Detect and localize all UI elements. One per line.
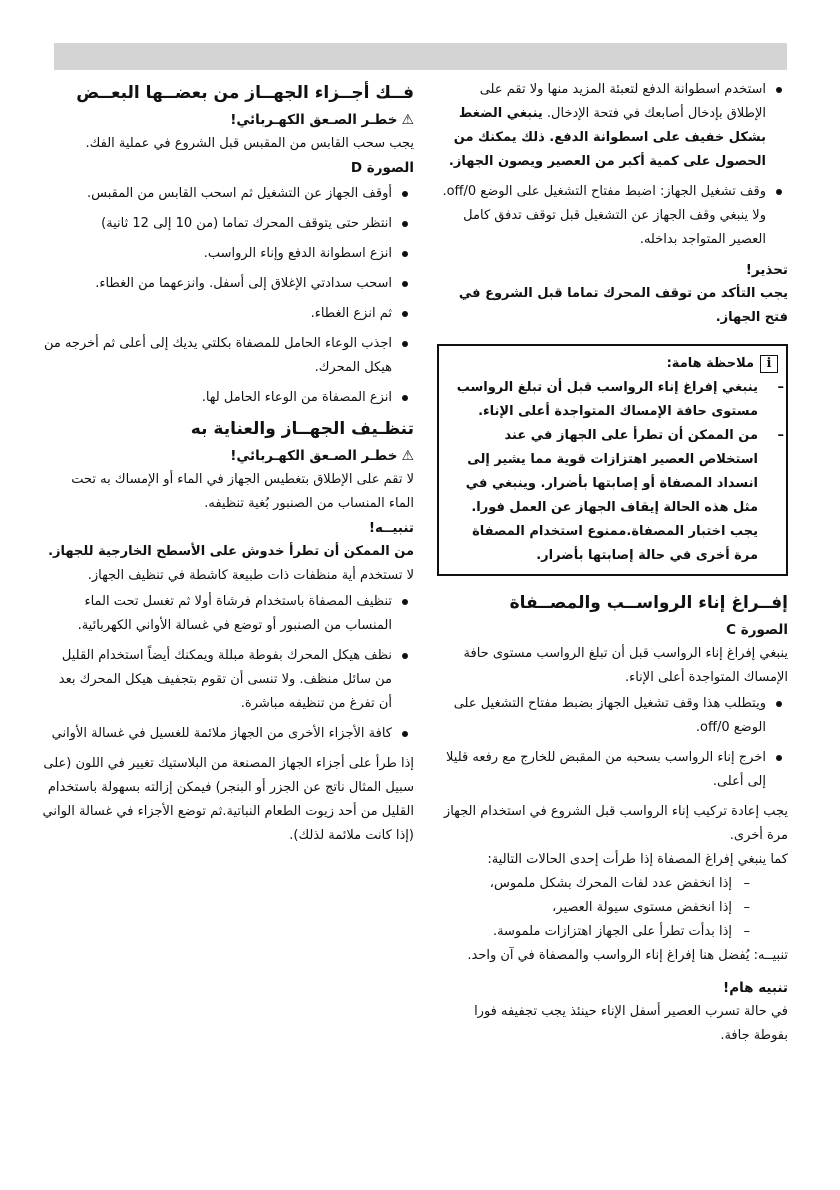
discoloration-text: إذا طرأ على أجزاء الجهاز المصنعة من البلاستيك تغيير في اللون (على سبيل المثال ناتج عن الجزر أو البنجر) فيمكن إزالته بسهولة باستخدام القليل من أحد زيوت الطعام النباتية.ثم توضع الأجزاء في غسالة الواني (إذا كانت ملائمة لذلك). — [42, 756, 414, 843]
warning-triangle-icon: ⚠ — [401, 448, 414, 464]
conditions-list — [437, 872, 788, 944]
left-column — [42, 76, 414, 848]
list-item — [42, 272, 414, 296]
step-text: اجذب الوعاء الحامل للمصفاة بكلتي يديك إلى أعلى ثم أخرجه من هيكل المحرك. — [43, 336, 392, 375]
dash-icon: – — [743, 876, 750, 891]
list-item — [42, 332, 414, 380]
conditions-intro: كما ينبغي إفراغ المصفاة إذا طرأت إحدى الحالات التالية: — [487, 852, 788, 867]
bullet-icon — [402, 731, 408, 737]
important-text: في حالة تسرب العصير أسفل الإناء حينئذ يجب تجفيفه فورا بفوطة جافة. — [474, 1004, 788, 1043]
step-text: انزع المصفاة من الوعاء الحامل لها. — [201, 390, 392, 405]
list-item — [437, 692, 788, 740]
caution-text: يجب التأكد من توقف المحرك تماما قبل الشروع في فتح الجهاز. — [458, 286, 788, 325]
step-text: ويتطلب هذا وقف تشغيل الجهاز بضبط مفتاح التشغيل على الوضع off/0. — [453, 696, 766, 735]
bullet-icon — [776, 87, 782, 93]
figure-c-label: الصورة C — [726, 622, 788, 638]
warning-triangle-icon: ⚠ — [401, 112, 414, 128]
list-item — [42, 386, 414, 410]
emptying-heading: إفــراغ إناء الرواســب والمصــفاة — [509, 593, 788, 613]
pusher-tip-text: استخدم اسطوانة الدفع لتعبئة المزيد منها ولا تقم على الإطلاق بإدخال أصابعك في فتحة الإدخال. — [479, 82, 766, 121]
condition-text: إذا بدأت تطرأ على الجهاز اهتزازات ملموسة. — [492, 924, 732, 939]
list-item — [447, 424, 784, 568]
bullet-icon — [402, 341, 408, 347]
warning-text: يجب سحب القابس من المقبس قبل الشروع في عملية الفك. — [85, 136, 414, 151]
pusher-tip-bold: ينبغي الضغط بشكل خفيف على اسطوانة الدفع. ذلك يمكنك من الحصول على كمية أكبر من العصير ويصون الجهاز. — [448, 106, 766, 169]
list-item — [42, 722, 414, 746]
list-item — [437, 872, 788, 896]
list-item — [42, 644, 414, 716]
list-item — [437, 180, 788, 252]
bullet-icon — [402, 251, 408, 257]
step-text: ثم انزع الغطاء. — [310, 306, 392, 321]
disassembly-steps — [42, 182, 414, 410]
bullet-icon — [402, 395, 408, 401]
bullet-icon — [776, 701, 782, 707]
caution-title: تنبيــه! — [368, 520, 414, 536]
note-list — [447, 376, 784, 568]
juicing-tips-list — [437, 78, 788, 252]
bullet-icon — [402, 311, 408, 317]
list-item — [437, 78, 788, 174]
warning-text: لا تقم على الإطلاق بتغطيس الجهاز في الماء أو الإمساك به تحت الماء المنساب من الصنبور بُغية تنظيفه. — [71, 472, 414, 511]
list-item — [42, 242, 414, 266]
no-abrasives-text: لا تستخدم أية منظفات ذات طبيعة كاشطة في تنظيف الجهاز. — [87, 568, 414, 583]
step-text: تنظيف المصفاة باستخدام فرشاة أولا ثم تغسل تحت الماء المنساب من الصنبور أو توضع في غسالة الأواني الكهربائية. — [77, 594, 392, 633]
bullet-icon — [402, 191, 408, 197]
caution-text: من الممكن أن تطرأ خدوش على الأسطح الخارجية للجهاز. — [48, 544, 414, 559]
emptying-intro: ينبغي إفراغ إناء الرواسب قبل أن تبلغ الرواسب مستوى حافة الإمساك المتواجدة أعلى الإناء. — [463, 646, 788, 685]
switch-off-text: وقف تشغيل الجهاز: اضبط مفتاح التشغيل على الوضع off/0. ولا ينبغي وقف الجهاز عن التشغيل قبل توقف تدفق كامل العصير المتواجد بداخله. — [442, 184, 766, 247]
bullet-icon — [776, 755, 782, 761]
bullet-icon — [402, 221, 408, 227]
bullet-icon — [776, 189, 782, 195]
note-item-text: ينبغي إفراغ إناء الرواسب قبل أن تبلغ الرواسب مستوى حافة الإمساك المتواجدة أعلى الإناء. — [456, 380, 758, 419]
emptying-steps — [437, 692, 788, 794]
bullet-icon — [402, 281, 408, 287]
disassembly-heading: فــك أجــزاء الجهــاز من بعضــها البعــض — [76, 83, 414, 103]
dash-icon: – — [743, 924, 750, 939]
list-item — [42, 182, 414, 206]
list-item — [447, 376, 784, 424]
dash-icon: – — [777, 380, 784, 395]
list-item — [437, 896, 788, 920]
list-item — [437, 920, 788, 944]
step-text: كافة الأجزاء الأخرى من الجهاز ملائمة للغسيل في غسالة الأواني — [51, 726, 392, 741]
step-text: انتظر حتى يتوقف المحرك تماما (من 10 إلى 12 ثانية) — [101, 216, 392, 231]
warning-title: خطـر الصـعق الكهـربائي! — [230, 448, 398, 464]
condition-text: إذا انخفض عدد لفات المحرك بشكل ملموس، — [489, 876, 732, 891]
dash-icon: – — [743, 900, 750, 915]
figure-d-label: الصورة D — [350, 160, 414, 176]
important-title: تنبيه هام! — [723, 980, 788, 996]
step-text: اسحب سدادتي الإغلاق إلى أسفل. وانزعهما من الغطاء. — [95, 276, 392, 291]
caution-title: تحذير! — [745, 262, 788, 278]
bullet-icon — [402, 653, 408, 659]
note-title: ملاحظة هامة: — [666, 356, 754, 371]
list-item — [42, 212, 414, 236]
step-text: نظف هيكل المحرك بفوطة مبللة ويمكنك أيضاً استخدام القليل من سائل منظف. ولا تنسى أن تقوم بتجفيف هيكل المحرك بعد أن تفرغ من تنظيفه مباشرة. — [58, 648, 392, 711]
step-text: انزع اسطوانة الدفع وإناء الرواسب. — [203, 246, 392, 261]
step-text: أوقف الجهاز عن التشغيل ثم اسحب القابس من المقبس. — [87, 186, 392, 201]
condition-text: إذا انخفض مستوى سيولة العصير، — [552, 900, 732, 915]
header-bar — [54, 43, 787, 70]
list-item — [42, 590, 414, 638]
reassemble-text: يجب إعادة تركيب إناء الرواسب قبل الشروع في استخدام الجهاز مرة أخرى. — [443, 804, 788, 843]
list-item — [437, 746, 788, 794]
cleaning-steps — [42, 590, 414, 746]
dash-icon: – — [777, 428, 784, 443]
step-text: اخرج إناء الرواسب بسحبه من المقبض للخارج مع رفعه قليلا إلى أعلى. — [446, 750, 766, 789]
note-item-text: من الممكن أن تطرأ على الجهاز في عند استخلاص العصير اهتزازات قوية مما يشير إلى انسداد المصفاة أو إصابتها بأضرار. وينبغي في مثل هذه الحالة إيقاف الجهاز عن العمل فورا. يجب اختبار المصفاة.ممنوع استخدام المصفاة مرة أخرى في حالة إصابتها بأضرار. — [465, 428, 758, 563]
bullet-icon — [402, 599, 408, 605]
right-column — [437, 76, 788, 1048]
important-note-box — [437, 344, 788, 576]
info-icon: i — [760, 355, 778, 373]
tip-text: تنبيــه: يُفضل هنا إفراغ إناء الرواسب والمصفاة في آن واحد. — [467, 948, 788, 963]
list-item — [42, 302, 414, 326]
warning-title: خطـر الصـعق الكهـربائي! — [230, 112, 398, 128]
cleaning-heading: تنظـيف الجهــاز والعناية به — [190, 419, 414, 439]
